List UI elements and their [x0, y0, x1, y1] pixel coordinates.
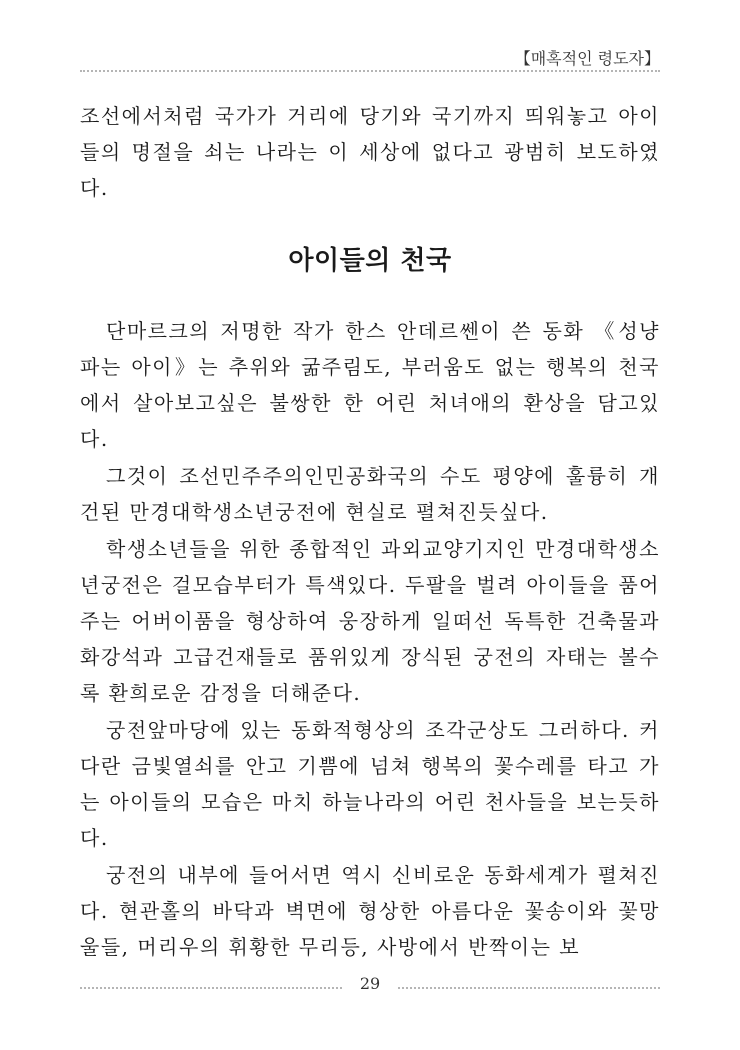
header-rule — [80, 70, 660, 72]
intro-paragraph: 조선에서처럼 국가가 거리에 당기와 국기까지 띄워놓고 아이들의 명절을 쇠는 나라는 이 세상에 없다고 광범히 보도하였다. — [80, 104, 660, 200]
section-body — [80, 313, 660, 966]
body-paragraph: 궁전의 내부에 들어서면 역시 신비로운 동화세계가 펼쳐진다. 현관홀의 바닥과 벽면에 형상한 아름다운 꽃송이와 꽃망울들, 머리우의 휘황한 무리등, 사방에서 반짝이는 보 — [80, 863, 660, 959]
page-number: 29 — [359, 974, 381, 993]
running-header: 【매혹적인 령도자】 — [514, 49, 660, 68]
body-paragraph: 단마르크의 저명한 작가 한스 안데르쎈이 쓴 동화 《성냥파는 아이》는 추위와 굶주림도, 부러움도 없는 행복의 천국에서 살아보고싶은 불쌍한 한 어린 처녀애의 환상을 담고있다. — [80, 319, 660, 451]
footer-rule-right — [398, 987, 660, 989]
intro-block — [80, 98, 660, 207]
footer-rule-left — [80, 987, 342, 989]
body-paragraph: 학생소년들을 위한 종합적인 과외교양기지인 만경대학생소년궁전은 걸모습부터가 특색있다. 두팔을 벌려 아이들을 품어주는 어버이품을 형상하여 웅장하게 일떠선 독특한 건축물과 화강석과 고급건재들로 품위있게 장식된 궁전의 자태는 볼수록 환희로운 감정을 더해준다. — [80, 537, 660, 705]
body-paragraph: 궁전앞마당에 있는 동화적형상의 조각군상도 그러하다. 커다란 금빛열쇠를 안고 기쁨에 넘쳐 행복의 꽃수레를 타고 가는 아이들의 모습은 마치 하늘나라의 어린 천사들을 보는듯하다. — [80, 718, 660, 850]
section-title: 아이들의 천국 — [288, 246, 452, 276]
body-paragraph: 그것이 조선민주주의인민공화국의 수도 평양에 훌륭히 개건된 만경대학생소년궁전에 현실로 펼쳐진듯싶다. — [80, 464, 660, 524]
